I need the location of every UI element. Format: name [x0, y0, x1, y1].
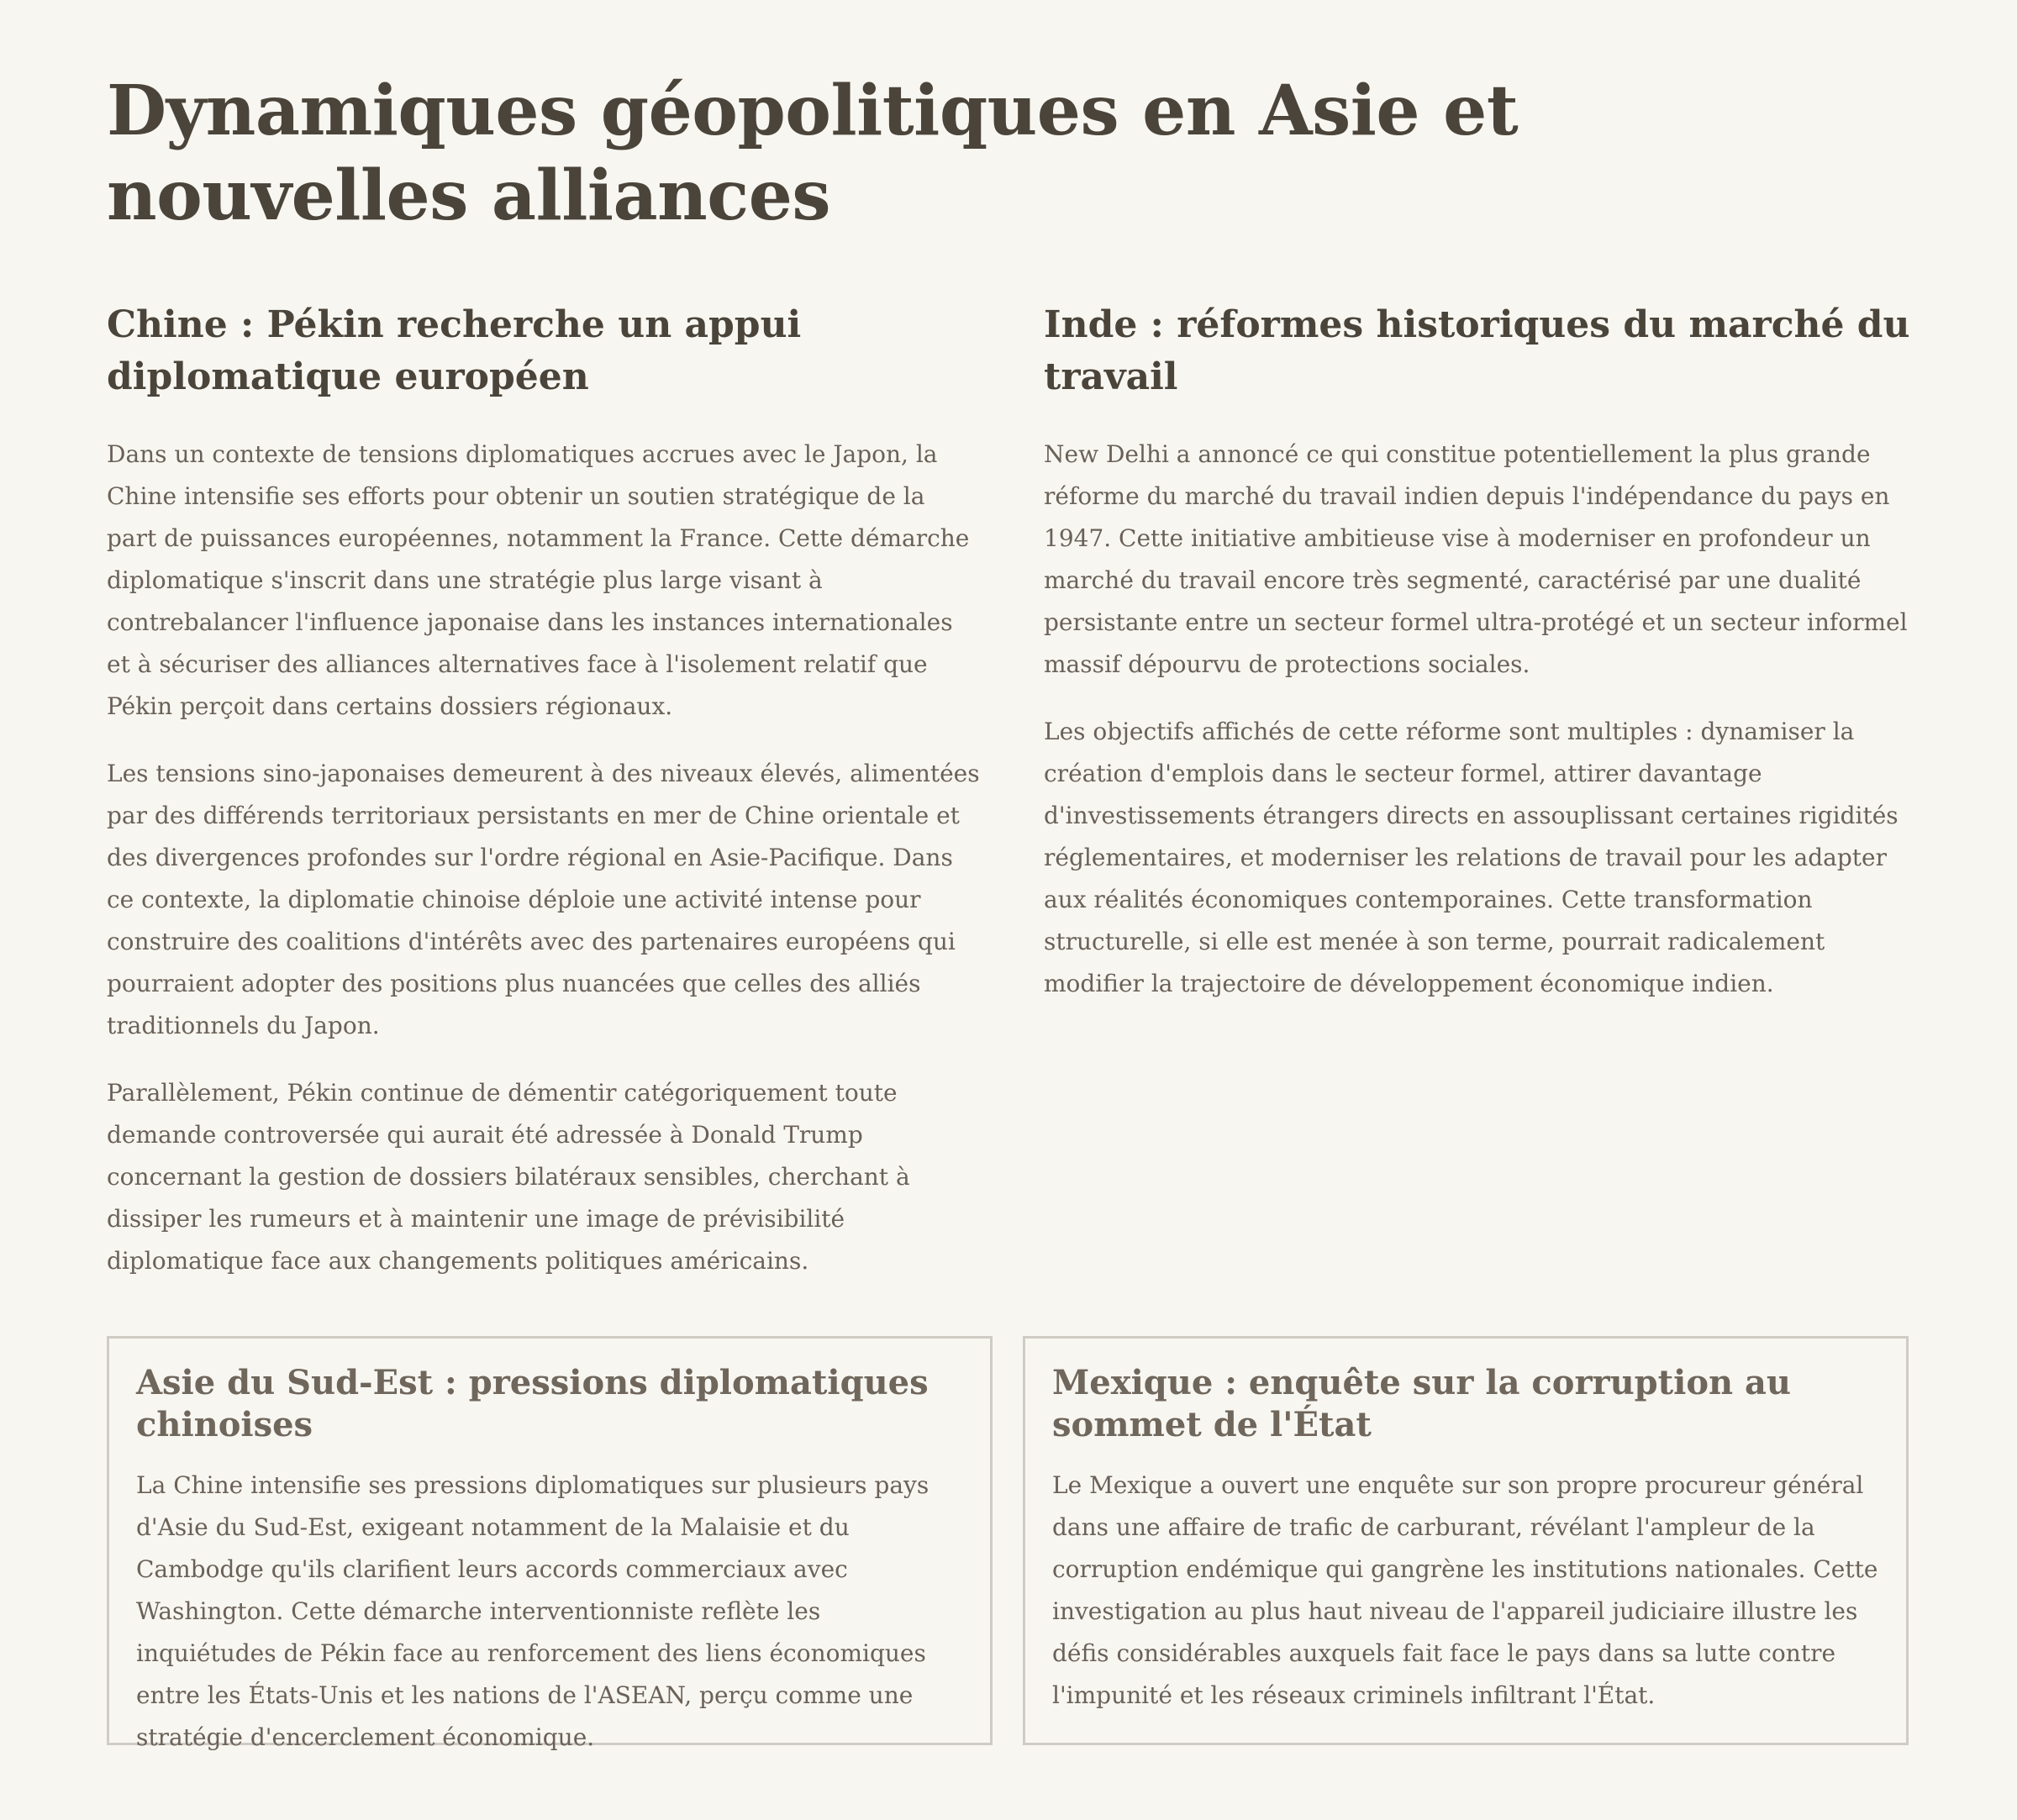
article-india	[1044, 299, 1918, 1030]
brief-text: La Chine intensifie ses pressions diplomatiques sur plusieurs pays d'Asie du Sud-Est, exigeant notamment de la Malaisie et du Cambodge qu'ils clarifient leurs accords commerciaux avec Washington. Cette démarche interventionniste reflète les inquiétudes de Pékin face au renforcement des liens économiques entre les États-Unis et les nations de l'ASEAN, perçu comme une stratégie d'encerclement économique.	[136, 1471, 930, 1751]
article-paragraph: Les tensions sino-japonaises demeurent à des niveaux élevés, alimentées par des différends territoriaux persistants en mer de Chine orientale et des divergences profondes sur l'ordre régional en Asie-Pacifique. Dans ce contexte, la diplomatie chinoise déploie une activité intense pour construire des coalitions d'intérêts avec des partenaires européens qui pourraient adopter des positions plus nuancées que celles des alliés traditionnels du Japon.	[107, 760, 980, 1039]
article-paragraph: Dans un contexte de tensions diplomatiques accrues avec le Japon, la Chine intensifie ses efforts pour obtenir un soutien stratégique de la part de puissances européennes, notamment la France. Cette démarche diplomatique s'inscrit dans une stratégie plus large visant à contrebalancer l'influence japonaise dans les instances internationales et à sécuriser des alliances alternatives face à l'isolement relatif que Pékin perçoit dans certains dossiers régionaux.	[107, 440, 970, 720]
brief-mexico	[1023, 1336, 1909, 1745]
brief-heading: Asie du Sud-Est : pressions diplomatiques chinoises	[136, 1363, 929, 1444]
page-title: Dynamiques géopolitiques en Asie et nouvelles alliances	[107, 71, 1519, 236]
article-heading: Chine : Pékin recherche un appui diplomatique européen	[107, 303, 802, 398]
brief-text: Le Mexique a ouvert une enquête sur son propre procureur général dans une affaire de trafic de carburant, révélant l'ampleur de la corruption endémique qui gangrène les institutions nationales. Cette investigation au plus haut niveau de l'appareil judiciaire illustre les défis considérables auxquels fait face le pays dans sa lutte contre l'impunité et les réseaux criminels infiltrant l'État.	[1052, 1471, 1878, 1709]
brief-heading: Mexique : enquête sur la corruption au sommet de l'État	[1052, 1363, 1792, 1444]
article-paragraph: New Delhi a annoncé ce qui constitue potentiellement la plus grande réforme du marché du travail indien depuis l'indépendance du pays en 1947. Cette initiative ambitieuse vise à moderniser en profondeur un marché du travail encore très segmenté, caractérisé par une dualité persistante entre un secteur formel ultra-protégé et un secteur informel massif dépourvu de protections sociales.	[1044, 440, 1908, 678]
article-china	[107, 299, 981, 1307]
article-paragraph: Parallèlement, Pékin continue de démentir catégoriquement toute demande controversée qui aurait été adressée à Donald Trump concernant la gestion de dossiers bilatéraux sensibles, cherchant à dissiper les rumeurs et à maintenir une image de prévisibilité diplomatique face aux changements politiques américains.	[107, 1079, 910, 1275]
brief-southeast-asia	[107, 1336, 993, 1751]
article-heading: Inde : réformes historiques du marché du travail	[1044, 303, 1910, 398]
article-paragraph: Les objectifs affichés de cette réforme sont multiples : dynamiser la création d'emplois dans le secteur formel, attirer davantage d'investissements étrangers directs en assouplissant certaines rigidités réglementaires, et moderniser les relations de travail pour les adapter aux réalités économiques contemporaines. Cette transformation structurelle, si elle est menée à son terme, pourrait radicalement modifier la trajectoire de développement économique indien.	[1044, 718, 1899, 997]
